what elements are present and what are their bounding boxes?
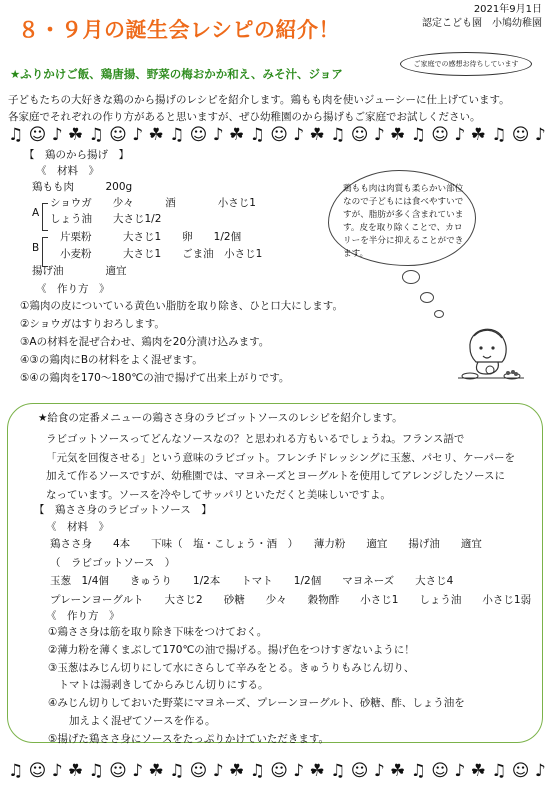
sasami-materials-list: [50, 535, 531, 609]
sasami-material-line: 玉葱 1/4個 きゅうり 1/2本 トマト 1/2個 マヨネーズ 大さじ4: [50, 575, 454, 587]
karaage-step: ④③の鶏肉にBの材料をよく混ぜます。: [20, 354, 203, 366]
feedback-speech-bubble: [400, 52, 532, 76]
music-note-icon: ♫: [88, 761, 104, 781]
music-note-icon: ♪: [293, 125, 305, 145]
page-title: ８・９月の誕生会レシピの紹介！: [18, 18, 340, 42]
karaage-step: ①鶏肉の皮についている黄色い脂肪を取り除き、ひと口大にします。: [20, 300, 343, 312]
karaage-material-line: 片栗粉 大さじ1 卵 1/2個: [60, 231, 242, 243]
music-note-icon: ♫: [410, 761, 426, 781]
sasami-lead: ★給食の定番メニューの鶏ささ身のラビゴットソースのレシピを紹介します。: [38, 412, 403, 424]
karaage-material-line: 鶏もも肉 200g: [32, 181, 133, 193]
sasami-step: ⑤揚げた鶏ささ身にソースをたっぷりかけていただきます。: [48, 732, 330, 745]
karaage-steps-list: [20, 297, 343, 387]
smiley-face-icon: ☺: [28, 761, 47, 781]
smiley-face-icon: ☺: [350, 125, 369, 145]
smiley-face-icon: ☺: [350, 761, 369, 781]
music-note-icon: ♪: [212, 761, 224, 781]
thought-bubble-dot: [402, 270, 420, 284]
karaage-material-line: 小麦粉 大さじ1 ごま油 小さじ1: [60, 248, 263, 260]
sasami-material-line: 鶏ささ身 4本 下味（ 塩・こしょう・酒 ） 薄力粉 適宜 揚げ油 適宜: [50, 538, 482, 550]
music-note-icon: ♪: [454, 125, 466, 145]
sasami-materials-label: 《 材料 》: [46, 521, 109, 533]
sasami-step: ①鶏ささ身は筋を取り除き下味をつけておく。: [48, 626, 268, 638]
karaage-material-line: 揚げ油 適宜: [32, 265, 127, 277]
sasami-steps-list: [48, 624, 465, 749]
music-note-icon: ♫: [330, 761, 346, 781]
clover-icon: ☘: [309, 761, 325, 781]
intro-line: 子どもたちの大好きな鶏のから揚げのレシピを紹介します。鶏もも肉を使いジューシーに仕上げています。: [8, 94, 510, 106]
karaage-title: 【 鶏のから揚げ 】: [24, 149, 129, 161]
smiley-face-icon: ☺: [109, 761, 127, 781]
sasami-steps-label: 《 作り方 》: [46, 610, 120, 622]
smiley-face-icon: ☺: [431, 125, 449, 145]
nutrition-note-cloud: [328, 170, 476, 266]
music-note-icon: ♫: [8, 125, 24, 145]
sasami-step: ②薄力粉を薄くまぶして170℃の油で揚げる。揚げ色をつけすぎないように！: [48, 643, 415, 656]
smiley-face-icon: ☺: [28, 125, 47, 145]
clover-icon: ☘: [228, 125, 245, 145]
sasami-paragraph-line: なっています。ソースを冷やしてサッパリといただくと美味しいですよ。: [46, 488, 391, 501]
sasami-material-line: （ ラビゴットソース ）: [50, 556, 176, 569]
smiley-face-icon: ☺: [511, 761, 530, 781]
group-b-mark: B: [32, 242, 40, 254]
smiley-face-icon: ☺: [270, 761, 288, 781]
smiley-face-icon: ☺: [511, 125, 530, 145]
smiley-face-icon: ☺: [431, 761, 449, 781]
clover-icon: ☘: [390, 761, 406, 781]
karaage-step: ③Aの材料を混ぜ合わせ、鶏肉を20分漬け込みます。: [20, 336, 270, 348]
music-note-icon: ♫: [410, 125, 426, 145]
intro-paragraph: [8, 92, 510, 126]
sasami-step: 加えよく混ぜてソースを作る。: [48, 714, 216, 727]
smiley-face-icon: ☺: [189, 125, 208, 145]
music-note-icon: ♫: [169, 125, 185, 145]
decorative-icon-row: [8, 124, 546, 146]
music-note-icon: ♫: [330, 125, 346, 145]
music-note-icon: ♫: [169, 761, 185, 781]
music-note-icon: ♪: [212, 125, 224, 145]
organization-name: 認定こども園 小鳩幼稚園: [422, 18, 542, 29]
karaage-step: ⑤④の鶏肉を170～180℃の油で揚げて出来上がりです。: [20, 372, 290, 384]
sasami-step: ④みじん切りしておいた野菜にマヨネーズ、プレーンヨーグルト、砂糖、酢、しょう油を: [48, 697, 465, 710]
sasami-paragraph: [46, 430, 515, 504]
smiley-face-icon: ☺: [189, 761, 208, 781]
clover-icon: ☘: [148, 125, 164, 145]
music-note-icon: ♪: [51, 761, 63, 781]
intro-line: 各家庭でそれぞれの作り方があると思いますが、ぜひ幼稚園のから揚げもご家庭でお試しください。: [8, 111, 481, 123]
decorative-icon-row: [8, 760, 546, 782]
karaage-material-line: しょう油 大さじ1/2: [50, 213, 162, 225]
clover-icon: ☘: [228, 761, 245, 781]
clover-icon: ☘: [470, 761, 486, 781]
music-note-icon: ♪: [454, 761, 466, 781]
karaage-material-line: ショウガ 少々 酒 小さじ1: [50, 197, 256, 209]
music-note-icon: ♪: [132, 125, 144, 145]
music-note-icon: ♫: [249, 125, 265, 145]
karaage-recipe: [24, 147, 129, 164]
karaage-step: ②ショウガはすりおろします。: [20, 318, 165, 330]
smiley-face-icon: ☺: [270, 125, 288, 145]
music-note-icon: ♫: [8, 761, 24, 781]
music-note-icon: ♪: [373, 125, 385, 145]
nutrition-note-text: 鶏もも肉は肉質も柔らかい部位なので子どもには食べやすいですが、脂肪が多く含まれています。皮を取り除くことで、カロリーを半分に抑えることができます。: [343, 184, 464, 259]
smiley-face-icon: ☺: [109, 125, 127, 145]
sasami-paragraph-line: 「元気を回復させる」という意味のラビゴット。フレンチドレッシングに玉葱、パセリ、ケーパーを: [46, 451, 516, 464]
music-note-icon: ♪: [373, 761, 385, 781]
karaage-steps-label: 《 作り方 》: [36, 283, 110, 295]
sasami-title: 【 鶏ささ身のラビゴットソース 】: [34, 504, 212, 516]
girl-eating-illustration: [456, 318, 526, 390]
thought-bubble-dot: [420, 292, 434, 303]
music-note-icon: ♪: [534, 761, 546, 781]
clover-icon: ☘: [148, 761, 164, 781]
music-note-icon: ♫: [491, 761, 507, 781]
music-note-icon: ♪: [534, 125, 546, 145]
clover-icon: ☘: [390, 125, 406, 145]
thought-bubble-dot: [434, 310, 444, 318]
sasami-step: トマトは湯剥きしてからみじん切りにする。: [48, 679, 269, 692]
sasami-material-line: プレーンヨーグルト 大さじ2 砂糖 少々 穀物酢 小さじ1 しょう油 小さじ1弱: [50, 593, 532, 606]
karaage-materials-label: 《 材料 》: [36, 165, 99, 177]
clover-icon: ☘: [309, 125, 325, 145]
clover-icon: ☘: [67, 125, 84, 145]
music-note-icon: ♪: [132, 761, 144, 781]
sasami-step: ③玉葱はみじん切りにして水にさらして辛みをとる。きゅうりもみじん切り、: [48, 661, 415, 674]
clover-icon: ☘: [67, 761, 84, 781]
clover-icon: ☘: [470, 125, 486, 145]
sasami-paragraph-line: ラビゴットソースってどんなソースなの？と思われる方もいるでしょうね。フランス語で: [46, 433, 465, 445]
music-note-icon: ♫: [491, 125, 507, 145]
date: 2021年9月1日: [473, 4, 542, 15]
music-note-icon: ♪: [293, 761, 305, 781]
group-a-mark: A: [32, 207, 40, 219]
group-a-bracket: [42, 203, 48, 231]
music-note-icon: ♪: [51, 125, 63, 145]
feedback-bubble-text: ご家庭での感想お待ちしています: [413, 60, 519, 68]
music-note-icon: ♫: [88, 125, 104, 145]
header-date-block: [422, 3, 542, 31]
menu-headline: ★ふりかけご飯、鶏唐揚、野菜の梅おかか和え、みそ汁、ジョア: [10, 67, 343, 81]
sasami-paragraph-line: 加えて作るソースですが、幼稚園では、マヨネーズとヨーグルトを使用してアレンジしたソースに: [46, 470, 505, 482]
music-note-icon: ♫: [249, 761, 265, 781]
